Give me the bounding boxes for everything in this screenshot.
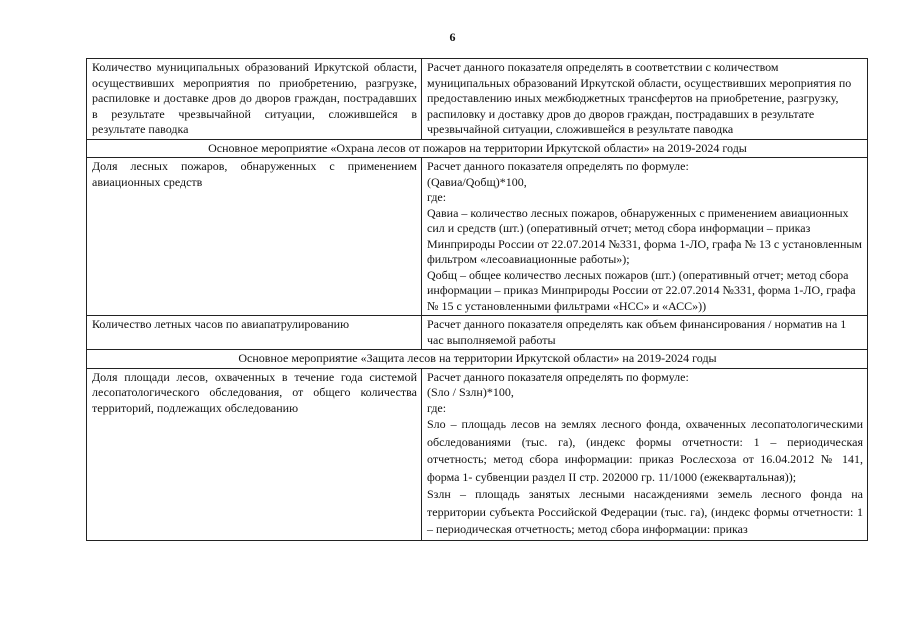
indicator-name: Количество муниципальных образований Иркутской области, осуществивших мероприятия по приобретению, разгрузке, распиловке и доставке дров до дворов граждан, пострадавших в результате чрезвычайной ситуации, сложившейся в результате паводка	[87, 59, 422, 140]
method-line: Расчет данного показателя определять по формуле:	[427, 159, 689, 173]
method-line: Расчет данного показателя определять по формуле:	[427, 369, 689, 384]
variable-definition: Qобщ – общее количество лесных пожаров (шт.) (оперативный отчет; метод сбора информации – приказ Минприроды России от 22.07.2014 №331, форма 1-ЛО, графа № 15 с установленными фильтрами «НСС» и «АСС»))	[427, 267, 856, 313]
indicator-name: Доля лесных пожаров, обнаруженных с применением авиационных средств	[87, 158, 422, 316]
section-title: Основное мероприятие «Охрана лесов от пожаров на территории Иркутской области» на 2019-2024 годы	[87, 139, 868, 158]
indicators-table	[86, 58, 868, 541]
indicator-name: Доля площади лесов, охваченных в течение года системой лесопатологического обследования, от общего количества территорий, подлежащих обследованию	[87, 368, 422, 540]
method-line: где:	[427, 400, 447, 415]
section-row	[87, 350, 868, 369]
variable-definition: Sзлн – площадь занятых лесными насаждениями земель лесного фонда на территории субъекта Российской Федерации (тыс. га), (индекс формы отчетности: 1 – периодическая отчетность; метод сбора информации: приказ	[427, 487, 863, 536]
indicator-name: Количество летных часов по авиапатрулированию	[87, 316, 422, 350]
calculation-method: Расчет данного показателя определять в соответствии с количеством муниципальных образований Иркутской области, осуществивших мероприятия по предоставлению иных межбюджетных трансфертов на приобретение, разгрузку, распиловку и доставку дров до дворов граждан, пострадавших в результате чрезвычайной ситуации, сложившейся в результате паводка	[422, 59, 868, 140]
calculation-method: Расчет данного показателя определять как объем финансирования / норматив на 1 час выполняемой работы	[422, 316, 868, 350]
table-row	[87, 316, 868, 350]
table-row	[87, 368, 868, 540]
calculation-method	[422, 158, 868, 316]
calculation-method	[422, 368, 868, 540]
page-number: 6	[449, 30, 456, 44]
formula: (Qавиа/Qобщ)*100,	[427, 174, 527, 189]
variable-definition: Qавиа – количество лесных пожаров, обнаруженных с применением авиационных сил и средств (шт.) (оперативный отчет; метод сбора информации – приказ Минприроды России от 22.07.2014 №331, форма 1-ЛО, графа № 13 с установленным фильтром «лесоавиационные работы»);	[427, 205, 863, 266]
section-title: Основное мероприятие «Защита лесов на территории Иркутской области» на 2019-2024 годы	[87, 350, 868, 369]
table-row	[87, 59, 868, 140]
method-line: где:	[427, 190, 447, 204]
table-row	[87, 158, 868, 316]
variable-definition: Sло – площадь лесов на землях лесного фонда, охваченных лесопатологическими обследованиями (тыс. га), (индекс формы отчетности: 1 – периодическая отчетность; метод сбора информации: приказ Рослесхоза от 16.04.2012 № 141, форма 1- субвенции раздел II стр. 202000 гр. 11/1000 (ежеквартальная));	[427, 417, 863, 484]
section-row	[87, 139, 868, 158]
formula: (Sло / Sзлн)*100,	[427, 385, 514, 399]
